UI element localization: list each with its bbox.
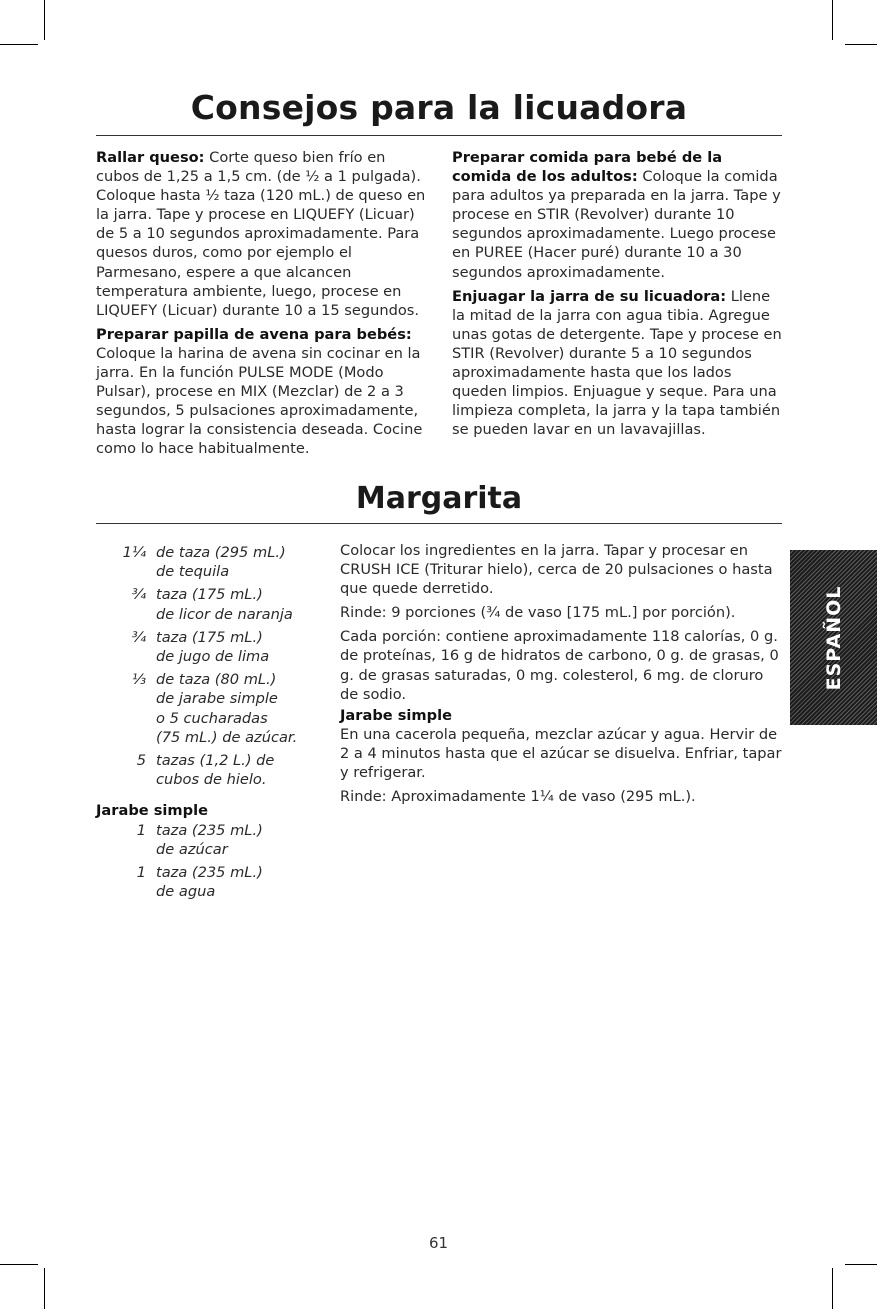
ingredient-item: [96, 821, 326, 859]
ingredient-item: [96, 585, 326, 623]
ingredient-item: [96, 863, 326, 901]
crop-mark: [44, 1268, 45, 1309]
tips-left-column: [96, 148, 426, 464]
ingredient-qty: ⅓: [131, 671, 146, 689]
ingredient-qty: ¾: [131, 628, 146, 646]
ingredient-line: (75 mL.) de azúcar.: [156, 728, 298, 746]
tip-body: Coloque la comida para adultos ya preparada en la jarra. Tape y procese en STIR (Revolver) durante 10 segundos aproximadamente. Luego procese en PUREE (Hacer puré) durante 10 a 30 segundos aproximadamente.: [452, 168, 781, 281]
ingredient-text: [156, 628, 326, 666]
ingredient-line: de taza (80 mL.): [156, 671, 277, 689]
crop-mark: [0, 1264, 38, 1265]
ingredient-line: de tequila: [156, 563, 230, 581]
ingredient-qty: 1: [136, 864, 146, 882]
ingredient-text: [156, 863, 326, 901]
ingredient-line: de taza (295 mL.): [156, 544, 286, 561]
ingredient-line: taza (235 mL.): [156, 821, 263, 839]
directions-column: [340, 541, 786, 811]
ingredient-qty: 1: [136, 821, 146, 839]
page-title: Consejos para la licuadora: [190, 88, 688, 127]
recipe-nutrition: Cada porción: contiene aproximadamente 118 calorías, 0 g. de proteínas, 16 g de hidratos de carbono, 0 g. de grasas, 0 g. de grasas saturadas, 0 mg. colesterol, 6 mg. de cloruro de sodio.: [340, 628, 779, 703]
ingredient-line: de licor de naranja: [156, 605, 293, 623]
crop-mark: [845, 44, 877, 45]
ingredient-line: de agua: [156, 883, 216, 901]
ingredient-line: de jugo de lima: [156, 648, 270, 666]
ingredient-text: [156, 543, 326, 581]
ingredient-text: [156, 670, 326, 747]
page-number: 61: [428, 1234, 449, 1252]
ingredient-line: tazas (1,2 L.) de: [156, 752, 275, 770]
ingredient-line: taza (235 mL.): [156, 864, 263, 882]
ingredient-line: o 5 cucharadas: [156, 709, 268, 727]
ingredient-line: de azúcar: [156, 840, 228, 858]
syrup-heading: Jarabe simple: [340, 706, 452, 724]
tip-body: Coloque la harina de avena sin cocinar en la jarra. En la función PULSE MODE (Modo Pulsar), procese en MIX (Mezclar) de 2 a 3 segundos, 5 pulsaciones aproximadamente, hasta lograr la consistencia deseada. Cocine como lo hace habitualmente.: [96, 344, 423, 458]
ingredient-line: taza (175 mL.): [156, 586, 263, 604]
tip-body: Llene la mitad de la jarra con agua tibia. Agregue unas gotas de detergente. Tape y procese en STIR (Revolver) durante 5 a 10 segundos aproximadamente hasta que los lados queden limpios. Enjuague y seque. Para una limpieza completa, la jarra y la tapa también se pueden lavar en un lavavajillas.: [452, 287, 782, 439]
tip-papilla-avena: [96, 325, 426, 459]
ingredient-item: [96, 628, 326, 666]
ingredient-qty: 1¼: [122, 544, 146, 561]
crop-mark: [0, 44, 38, 45]
recipe-title: Margarita: [355, 481, 523, 516]
ingredient-item: [96, 751, 326, 789]
syrup-subheading: Jarabe simple: [96, 802, 208, 820]
ingredient-qty: 5: [136, 752, 146, 770]
ingredient-qty: ¾: [131, 586, 146, 604]
ingredients-column: [96, 543, 326, 901]
language-tab: [790, 550, 877, 725]
tip-heading: Rallar queso:: [96, 149, 205, 166]
syrup-yield: Rinde: Aproximadamente 1¼ de vaso (295 mL.).: [340, 788, 696, 806]
ingredient-item: [96, 543, 326, 581]
ingredient-line: de jarabe simple: [156, 690, 278, 708]
recipe-yield: Rinde: 9 porciones (¾ de vaso [175 mL.] por porción).: [340, 604, 736, 622]
ingredient-text: [156, 585, 326, 623]
tips-right-column: [452, 148, 784, 444]
ingredient-item: [96, 670, 326, 747]
ingredient-line: taza (175 mL.): [156, 628, 263, 646]
ingredient-text: [156, 751, 326, 789]
title-rule: [96, 135, 782, 136]
tip-heading: Enjuagar la jarra de su licuadora:: [452, 287, 727, 305]
tip-heading: Preparar papilla de avena para bebés:: [96, 325, 412, 343]
crop-mark: [832, 0, 833, 40]
language-tab-label: ESPAÑOL: [822, 585, 845, 690]
crop-mark: [845, 1264, 877, 1265]
tip-comida-bebe: [452, 148, 784, 282]
ingredient-text: [156, 821, 326, 859]
tip-heading: Preparar comida para bebé de la comida de los adultos:: [452, 149, 723, 186]
ingredient-line: cubos de hielo.: [156, 771, 267, 789]
tip-rallar-queso: [96, 148, 426, 320]
crop-mark: [44, 0, 45, 40]
crop-mark: [832, 1268, 833, 1309]
tip-enjuagar-jarra: [452, 287, 784, 440]
recipe-rule: [96, 523, 782, 524]
syrup-directions: En una cacerola pequeña, mezclar azúcar y agua. Hervir de 2 a 4 minutos hasta que el azúcar se disuelva. Enfriar, tapar y refrigerar.: [340, 725, 782, 782]
tip-body: Corte queso bien frío en cubos de 1,25 a 1,5 cm. (de ½ a 1 pulgada). Coloque hasta ½ taza (120 mL.) de queso en la jarra. Tape y procese en LIQUEFY (Licuar) de 5 a 10 segundos aproximadamente. Para quesos duros, como por ejemplo el Parmesano, espere a que alcancen temperatura ambiente, luego, procese en LIQUEFY (Licuar) durante 10 a 15 segundos.: [96, 149, 426, 319]
recipe-directions: Colocar los ingredientes en la jarra. Tapar y procesar en CRUSH ICE (Triturar hielo), cerca de 20 pulsaciones o hasta que quede derretido.: [340, 542, 773, 598]
